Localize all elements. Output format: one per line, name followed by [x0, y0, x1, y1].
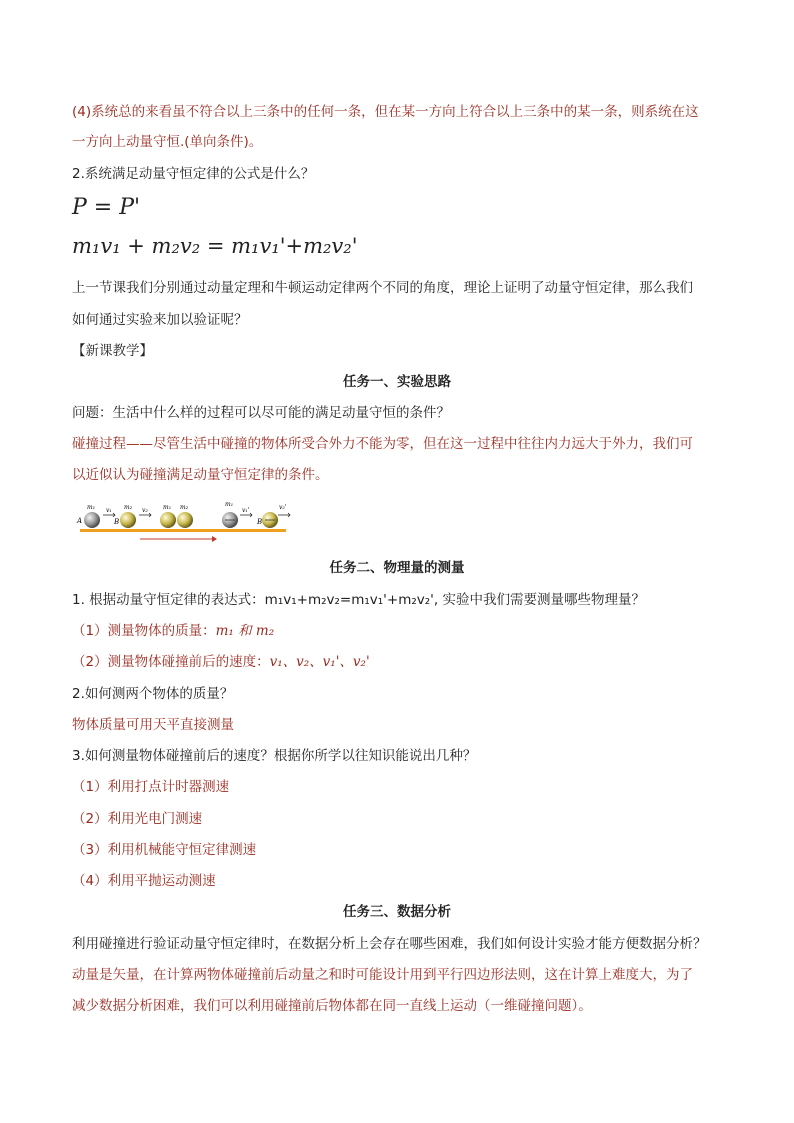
- intro-paragraph-line-1: 上一节课我们分别通过动量定理和牛顿运动定律两个不同的角度，理论上证明了动量守恒定律，那么我们: [72, 280, 693, 296]
- condition-4-line-2: 一方向上动量守恒.(单向条件)。: [72, 134, 263, 150]
- intro-paragraph-line-2: 如何通过实验来加以验证呢？: [72, 312, 248, 328]
- method-1: （1）利用打点计时器测速: [72, 779, 230, 795]
- formula-two-body-momentum: m₁v₁ + m₂v₂ = m₁v₁'+m₂v₂': [72, 234, 358, 258]
- task-2-answer-2: 物体质量可用天平直接测量: [72, 717, 234, 733]
- motion-arrow-head: [212, 536, 217, 542]
- task-2-question-1: 1. 根据动量守恒定律的表达式：m₁v₁+m₂v₂=m₁v₁'+m₂v₂', 实验中我们需要测量哪些物理量？: [72, 592, 645, 608]
- condition-4-line-1: (4)系统总的来看虽不符合以上三条中的任何一条，但在某一方向上符合以上三条中的某一条，则系统在这: [72, 104, 699, 120]
- label-v1-prime: v₁': [242, 507, 250, 514]
- label-m2-before: m₂: [124, 504, 133, 511]
- label-b-after: B: [257, 518, 263, 526]
- task-2-heading: 任务二、物理量的测量: [329, 560, 465, 576]
- method-4: （4）利用平抛运动测速: [72, 873, 216, 889]
- task-1-heading: 任务一、实验思路: [343, 374, 451, 390]
- task-3-answer-line-2: 减少数据分析困难，我们可以利用碰撞前后物体都在同一直线上运动（一维碰撞问题）。: [72, 998, 592, 1014]
- question-2-formula: 2.系统满足动量守恒定律的公式是什么？: [72, 166, 315, 182]
- label-m1-before: m₁: [87, 504, 96, 511]
- track-bar: [80, 529, 286, 532]
- answer-1-2-prefix: （2）测量物体碰撞前后的速度：: [72, 654, 270, 670]
- ball-1-collision: [160, 512, 176, 528]
- label-b: B: [114, 518, 120, 526]
- task-2-answer-1-1: [72, 621, 274, 641]
- label-m1-after: m₁: [225, 501, 234, 508]
- label-v2-prime: v₂': [279, 504, 287, 511]
- task-2-question-3: 3.如何测量物体碰撞前后的速度？根据你所学以往知识能说出几种？: [72, 748, 477, 764]
- method-3: （3）利用机械能守恒定律测速: [72, 842, 257, 858]
- formula-momentum-conservation: P = P': [72, 195, 141, 220]
- task-3-question: 利用碰撞进行验证动量守恒定律时，在数据分析上会存在哪些困难，我们如何设计实验才能方便数据分析？: [72, 936, 707, 952]
- task-2-question-2: 2.如何测两个物体的质量？: [72, 686, 234, 702]
- ball-b-before: [120, 512, 136, 528]
- collision-diagram: [74, 498, 294, 546]
- arrow-v2-prime: [278, 513, 290, 517]
- task-3-answer-line-1: 动量是矢量，在计算两物体碰撞前后动量之和时可能设计用到平行四边形法则，这在计算上难度大，为了: [72, 967, 693, 983]
- answer-1-1-vars: m₁ 和 m₂: [215, 623, 275, 639]
- label-m1-collision: m₁: [163, 504, 172, 511]
- task-3-heading: 任务三、数据分析: [343, 904, 451, 920]
- task-1-answer-line-2: 以近似认为碰撞满足动量守恒定律的条件。: [72, 467, 329, 483]
- task-2-answer-1-2: [72, 652, 370, 672]
- label-a: A: [77, 517, 83, 525]
- task-1-answer-line-1: 碰撞过程——尽管生活中碰撞的物体所受合外力不能为零，但在这一过程中往往内力远大于外力，我们可: [72, 436, 693, 452]
- method-2: （2）利用光电门测速: [72, 811, 203, 827]
- answer-1-2-vars: v₁、v₂、v₁'、v₂': [269, 654, 370, 670]
- new-lesson-heading: 【新课教学】: [72, 343, 153, 359]
- task-1-question: 问题：生活中什么样的过程可以尽可能的满足动量守恒的条件？: [72, 405, 450, 421]
- label-v2: v₂: [142, 507, 148, 514]
- answer-1-1-prefix: （1）测量物体的质量：: [72, 623, 216, 639]
- label-m2-collision: m₂: [180, 504, 189, 511]
- ball-2-collision: [177, 512, 193, 528]
- ball-a-before: [84, 512, 100, 528]
- label-v1: v₁: [106, 507, 112, 514]
